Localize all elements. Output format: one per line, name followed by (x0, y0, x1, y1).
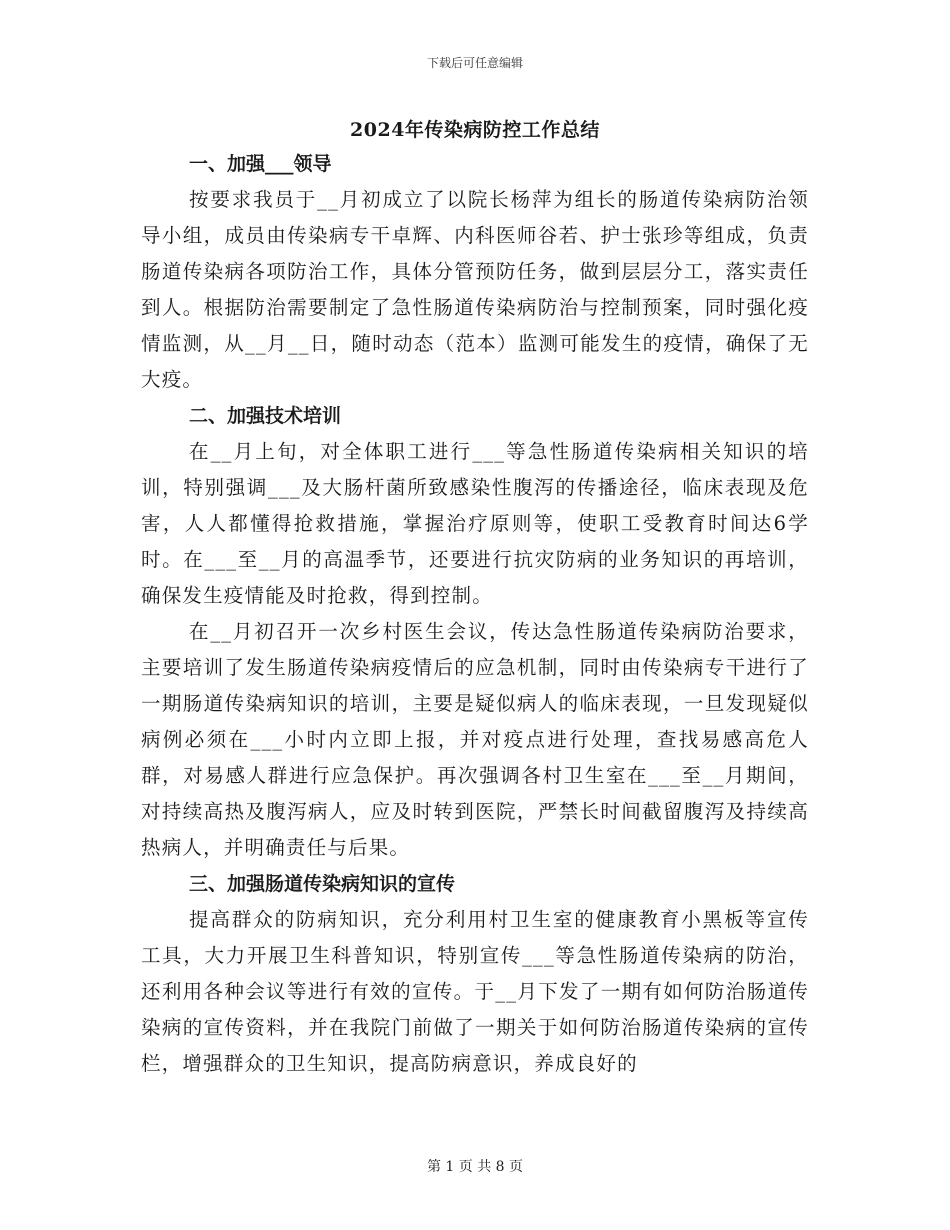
document-title: 2024年传染病防控工作总结 (350, 119, 600, 141)
section-heading-publicity: 三、加强肠道传染病知识的宣传 (189, 873, 456, 895)
section-heading-training: 二、加强技术培训 (189, 405, 342, 427)
section-paragraph: 在__月上旬，对全体职工进行___等急性肠道传染病相关知识的培训，特别强调___及大肠杆菌所致感染性腹泻的传播途径，临床表现及危害，人人都懂得抢救措施，掌握治疗原则等，使职工受教育时间达6学时。在___至__月的高温季节，还要进行抗灾防病的业务知识的再培训，确保发生疫情能及时抢救，得到控制。 (141, 440, 809, 607)
section-heading-leadership: 一、加强___领导 (189, 153, 332, 175)
page-number: 第 1 页 共 8 页 (426, 1159, 524, 1175)
document-body (141, 146, 809, 1082)
section-paragraph: 在__月初召开一次乡村医生会议，传达急性肠道传染病防治要求，主要培训了发生肠道传染病疫情后的应急机制，同时由传染病专干进行了一期肠道传染病知识的培训，主要是疑似病人的临床表现，一旦发现疑似病例必须在___小时内立即上报，并对疫点进行处理，查找易感高危人群，对易感人群进行应急保护。再次强调各村卫生室在___至__月期间，对持续高热及腹泻病人，应及时转到医院，严禁长时间截留腹泻及持续高热病人，并明确责任与后果。 (141, 620, 809, 859)
section-paragraph: 提高群众的防病知识，充分利用村卫生室的健康教育小黑板等宣传工具，大力开展卫生科普知识，特别宣传___等急性肠道传染病的防治，还利用各种会议等进行有效的宣传。于__月下发了一期有如何防治肠道传染病的宣传资料，并在我院门前做了一期关于如何防治肠道传染病的宣传栏，增强群众的卫生知识，提高防病意识，养成良好的 (141, 908, 809, 1075)
section-paragraph: 按要求我员于__月初成立了以院长杨萍为组长的肠道传染病防治领导小组，成员由传染病专干卓辉、内科医师谷若、护士张珍等组成，负责肠道传染病各项防治工作，具体分管预防任务，做到层层分工，落实责任到人。根据防治需要制定了急性肠道传染病防治与控制预案，同时强化疫情监测，从__月__日，随时动态（范本）监测可能发生的疫情，确保了无大疫。 (141, 188, 809, 391)
header-note: 下载后可任意编辑 (426, 56, 523, 70)
